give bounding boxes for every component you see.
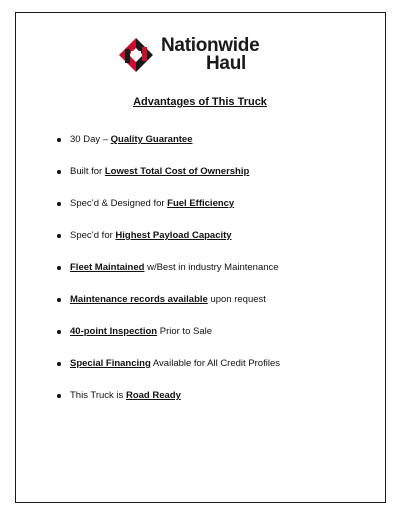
item-prefix: This Truck is (70, 390, 126, 401)
item-highlight: Fleet Maintained (70, 262, 145, 273)
item-highlight: Maintenance records available (70, 294, 208, 305)
item-highlight: 40-point Inspection (70, 326, 158, 337)
logo-line-1: Nationwide (161, 35, 260, 56)
list-item (57, 294, 280, 306)
item-text (70, 326, 212, 337)
item-text (70, 294, 266, 305)
item-highlight: Road Ready (125, 390, 181, 401)
page-title: Advantages of This Truck (133, 96, 267, 108)
item-prefix: 30 Day – (70, 134, 111, 145)
bullet-icon (57, 234, 61, 238)
company-logo (115, 34, 259, 76)
bullet-icon (57, 202, 61, 206)
bullet-icon (57, 330, 61, 334)
item-highlight: Quality Guarantee (110, 134, 193, 145)
item-suffix: w/Best in industry Maintenance (144, 262, 279, 273)
item-highlight: Special Financing (70, 358, 151, 369)
list-item (57, 230, 280, 242)
bullet-icon (57, 266, 61, 270)
item-text (70, 358, 280, 369)
item-suffix: Available for All Credit Profiles (150, 358, 280, 369)
item-text (70, 262, 279, 273)
item-text (70, 230, 232, 241)
advantages-list (57, 134, 280, 422)
list-item (57, 390, 280, 402)
bullet-icon (57, 170, 61, 174)
list-item (57, 166, 280, 178)
bullet-icon (57, 394, 61, 398)
nationwide-haul-logo-icon (115, 34, 157, 76)
list-item (57, 262, 280, 274)
item-suffix: Prior to Sale (157, 326, 213, 337)
bullet-icon (57, 362, 61, 366)
logo-line-2: Haul (206, 53, 246, 74)
item-highlight: Lowest Total Cost of Ownership (104, 166, 250, 177)
item-highlight: Fuel Efficiency (167, 198, 235, 209)
item-suffix: upon request (207, 294, 266, 305)
item-text (70, 134, 193, 145)
bullet-icon (57, 298, 61, 302)
bullet-icon (57, 138, 61, 142)
list-item (57, 358, 280, 370)
item-prefix: Spec’d for (70, 230, 116, 241)
list-item (57, 134, 280, 146)
item-text (70, 390, 181, 401)
item-text (70, 166, 249, 177)
item-prefix: Spec’d & Designed for (70, 198, 168, 209)
logo-wordmark (161, 37, 259, 73)
item-prefix: Built for (70, 166, 105, 177)
list-item (57, 198, 280, 210)
list-item (57, 326, 280, 338)
item-text (70, 198, 234, 209)
item-highlight: Highest Payload Capacity (115, 230, 232, 241)
